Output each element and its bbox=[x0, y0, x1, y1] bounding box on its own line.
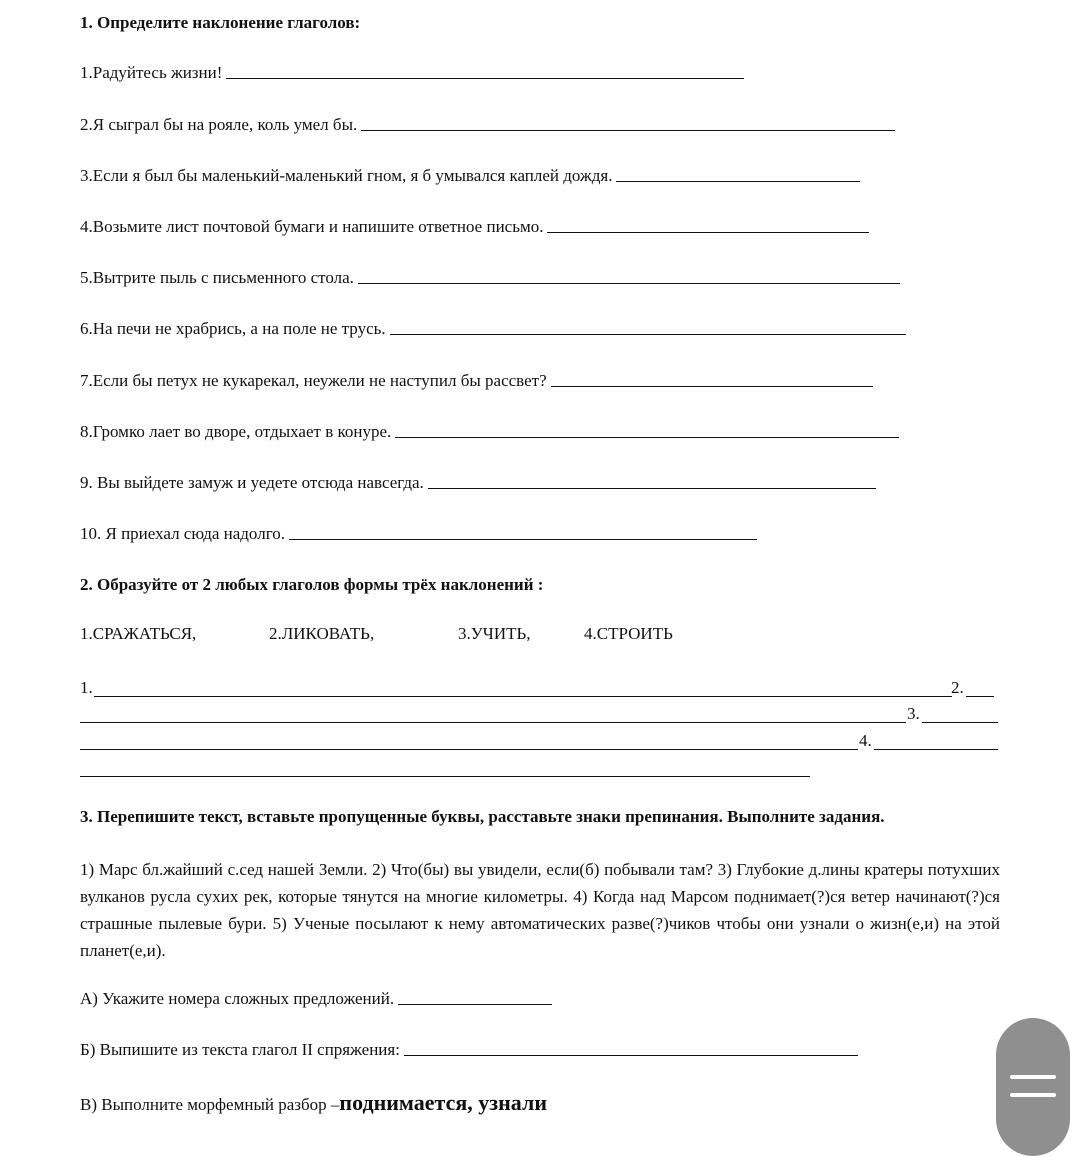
task-1-2 bbox=[80, 115, 895, 135]
task-1-10 bbox=[80, 524, 757, 544]
answer-blank[interactable] bbox=[390, 334, 906, 335]
task-text: 5.Вытрите пыль с письменного стола. bbox=[80, 268, 354, 287]
answer-number: 3. bbox=[907, 704, 920, 723]
exercise-text: 1) Марс бл.жайший с.сед нашей Земли. 2) Что(бы) вы увидели, если(б) побывали там? 3) Глубокие д.лины кратеры потухших вулканов русла сухих рек, которые тянутся на многие километры. 4) Когда над Марсом поднимает(?)ся ветер начинают(?)ся страшные пылевые бури. 5) Ученые посылают к нему автоматических разве(?)чиков чтобы они узнали о жизн(е,и) на этой планет(е,и). bbox=[80, 860, 1000, 960]
task-text: 1.Радуйтесь жизни! bbox=[80, 63, 223, 82]
hamburger-menu-icon bbox=[1010, 1093, 1056, 1097]
menu-button[interactable] bbox=[996, 1018, 1070, 1156]
task-1-7 bbox=[80, 371, 873, 391]
answer-number: 2. bbox=[951, 678, 964, 697]
answer-line[interactable] bbox=[80, 749, 858, 750]
task-3-b bbox=[80, 1040, 858, 1060]
section1-title: 1. Определите наклонение глаголов: bbox=[80, 13, 361, 32]
verb-option: 3.УЧИТЬ, bbox=[458, 624, 531, 643]
task-3-a bbox=[80, 989, 552, 1009]
answer-line[interactable] bbox=[80, 722, 906, 723]
answer-line[interactable] bbox=[966, 696, 994, 697]
answer-blank[interactable] bbox=[289, 539, 757, 540]
task-1-5 bbox=[80, 268, 900, 288]
answer-blank[interactable] bbox=[404, 1055, 858, 1056]
task-1-9 bbox=[80, 473, 876, 493]
task-1-3 bbox=[80, 166, 860, 186]
verb-option: 1.СРАЖАТЬСЯ, bbox=[80, 624, 197, 643]
task-text: В) Выполните морфемный разбор – bbox=[80, 1095, 340, 1114]
answer-line[interactable] bbox=[80, 776, 810, 777]
answer-line[interactable] bbox=[874, 749, 998, 750]
answer-blank[interactable] bbox=[616, 181, 860, 182]
task-words: поднимается, узнали bbox=[339, 1090, 547, 1115]
answer-number: 1. bbox=[80, 678, 93, 697]
task-1-1 bbox=[80, 63, 744, 83]
answer-blank[interactable] bbox=[428, 488, 876, 489]
task-text: Б) Выпишите из текста глагол II спряжения: bbox=[80, 1040, 400, 1059]
section3-title: 3. Перепишите текст, вставьте пропущенные буквы, расставьте знаки препинания. Выполните задания. bbox=[80, 807, 885, 826]
task-text: 9. Вы выйдете замуж и уедете отсюда навсегда. bbox=[80, 473, 424, 492]
answer-number: 4. bbox=[859, 731, 872, 750]
section2-title: 2. Образуйте от 2 любых глаголов формы трёх наклонений : bbox=[80, 575, 544, 594]
task-text: 4.Возьмите лист почтовой бумаги и напишите ответное письмо. bbox=[80, 217, 544, 236]
task-text: 8.Громко лает во дворе, отдыхает в конуре. bbox=[80, 422, 392, 441]
answer-blank[interactable] bbox=[547, 232, 869, 233]
answer-line[interactable] bbox=[94, 696, 952, 697]
hamburger-menu-icon bbox=[1010, 1075, 1056, 1079]
answer-blank[interactable] bbox=[551, 386, 873, 387]
answer-blank[interactable] bbox=[398, 1004, 552, 1005]
task-text: 2.Я сыграл бы на рояле, коль умел бы. bbox=[80, 115, 358, 134]
task-1-4 bbox=[80, 217, 869, 237]
task-3-c bbox=[80, 1090, 547, 1116]
task-text: 10. Я приехал сюда надолго. bbox=[80, 524, 285, 543]
task-text: 3.Если я был бы маленький-маленький гном, я б умывался каплей дождя. bbox=[80, 166, 613, 185]
answer-blank[interactable] bbox=[361, 130, 895, 131]
verb-option: 2.ЛИКОВАТЬ, bbox=[269, 624, 375, 643]
task-text: А) Укажите номера сложных предложений. bbox=[80, 989, 395, 1008]
task-text: 6.На печи не храбрись, а на поле не трусь. bbox=[80, 319, 386, 338]
answer-blank[interactable] bbox=[358, 283, 900, 284]
task-1-8 bbox=[80, 422, 899, 442]
answer-blank[interactable] bbox=[395, 437, 899, 438]
task-1-6 bbox=[80, 319, 906, 339]
task-text: 7.Если бы петух не кукарекал, неужели не наступил бы рассвет? bbox=[80, 371, 547, 390]
verb-option: 4.СТРОИТЬ bbox=[584, 624, 673, 643]
answer-line[interactable] bbox=[922, 722, 998, 723]
answer-blank[interactable] bbox=[226, 78, 744, 79]
